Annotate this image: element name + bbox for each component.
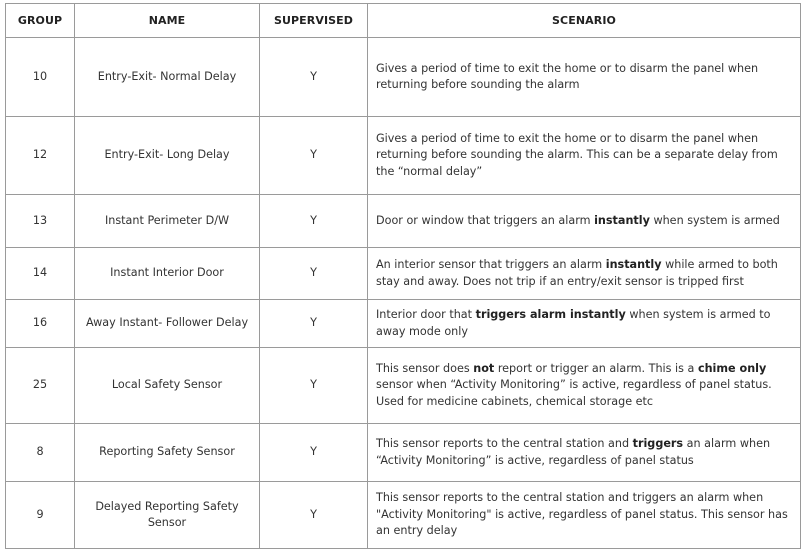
cell-name: Reporting Safety Sensor (75, 424, 260, 482)
cell-name: Instant Interior Door (75, 248, 260, 300)
sensor-groups-table (5, 3, 801, 549)
cell-group: 25 (6, 348, 75, 424)
cell-name: Entry-Exit- Long Delay (75, 117, 260, 195)
scenario-text: Gives a period of time to exit the home or to disarm the panel when returning before sounding the alarm (376, 61, 759, 91)
header-supervised: SUPERVISED (260, 4, 368, 38)
scenario-text: This sensor does (376, 361, 474, 375)
cell-name: Entry-Exit- Normal Delay (75, 38, 260, 117)
table-row (6, 424, 801, 482)
cell-name: Instant Perimeter D/W (75, 195, 260, 248)
cell-group: 9 (6, 482, 75, 549)
cell-group: 12 (6, 117, 75, 195)
cell-name: Delayed Reporting Safety Sensor (75, 482, 260, 549)
cell-scenario (368, 348, 801, 424)
cell-supervised: Y (260, 424, 368, 482)
table-row (6, 117, 801, 195)
scenario-text: when system is armed (649, 213, 780, 227)
scenario-emphasis: instantly (594, 213, 650, 227)
scenario-text: This sensor reports to the central station and triggers an alarm when "Activity Monitoring" is active, regardless of panel status. This sensor has an entry delay (376, 491, 788, 538)
cell-group: 13 (6, 195, 75, 248)
cell-scenario (368, 195, 801, 248)
cell-supervised: Y (260, 117, 368, 195)
cell-scenario (368, 248, 801, 300)
cell-scenario (368, 482, 801, 549)
table-row (6, 38, 801, 117)
header-row (6, 4, 801, 38)
cell-supervised: Y (260, 195, 368, 248)
scenario-emphasis: triggers (632, 437, 684, 450)
header-name: NAME (75, 4, 260, 38)
cell-group: 14 (6, 248, 75, 300)
scenario-emphasis: not (473, 361, 495, 375)
header-scenario: SCENARIO (368, 4, 801, 38)
scenario-text: This sensor reports to the central station and (376, 437, 633, 450)
table-row (6, 348, 801, 424)
cell-group: 10 (6, 38, 75, 117)
cell-supervised: Y (260, 348, 368, 424)
table-row (6, 300, 801, 348)
scenario-text: Door or window that triggers an alarm (376, 213, 595, 227)
scenario-emphasis: instantly (605, 258, 662, 271)
cell-group: 8 (6, 424, 75, 482)
header-group: GROUP (6, 4, 75, 38)
table-row (6, 248, 801, 300)
cell-name: Away Instant- Follower Delay (75, 300, 260, 348)
scenario-emphasis: chime only (697, 361, 767, 375)
cell-supervised: Y (260, 248, 368, 300)
scenario-text: an alarm when “Activity Monitoring” is active, regardless of panel status (376, 437, 771, 467)
scenario-text: when system is armed to away mode only (376, 308, 771, 338)
scenario-text: sensor when “Activity Monitoring” is active, regardless of panel status. Used for medicine cabinets, chemical storage etc (376, 378, 772, 408)
cell-scenario (368, 424, 801, 482)
scenario-text: report or trigger an alarm. This is a (494, 361, 698, 375)
cell-supervised: Y (260, 38, 368, 117)
cell-name: Local Safety Sensor (75, 348, 260, 424)
scenario-text: Interior door that (376, 308, 476, 321)
scenario-emphasis: triggers alarm instantly (475, 308, 626, 321)
cell-scenario (368, 117, 801, 195)
cell-scenario (368, 38, 801, 117)
table-row (6, 482, 801, 549)
cell-supervised: Y (260, 300, 368, 348)
cell-group: 16 (6, 300, 75, 348)
scenario-text: while armed to both stay and away. Does not trip if an entry/exit sensor is tripped first (376, 258, 778, 288)
cell-scenario (368, 300, 801, 348)
table-row (6, 195, 801, 248)
scenario-text: Gives a period of time to exit the home or to disarm the panel when returning before sounding the alarm. This can be a separate delay from the “normal delay” (376, 131, 778, 178)
cell-supervised: Y (260, 482, 368, 549)
scenario-text: An interior sensor that triggers an alarm (376, 258, 606, 271)
